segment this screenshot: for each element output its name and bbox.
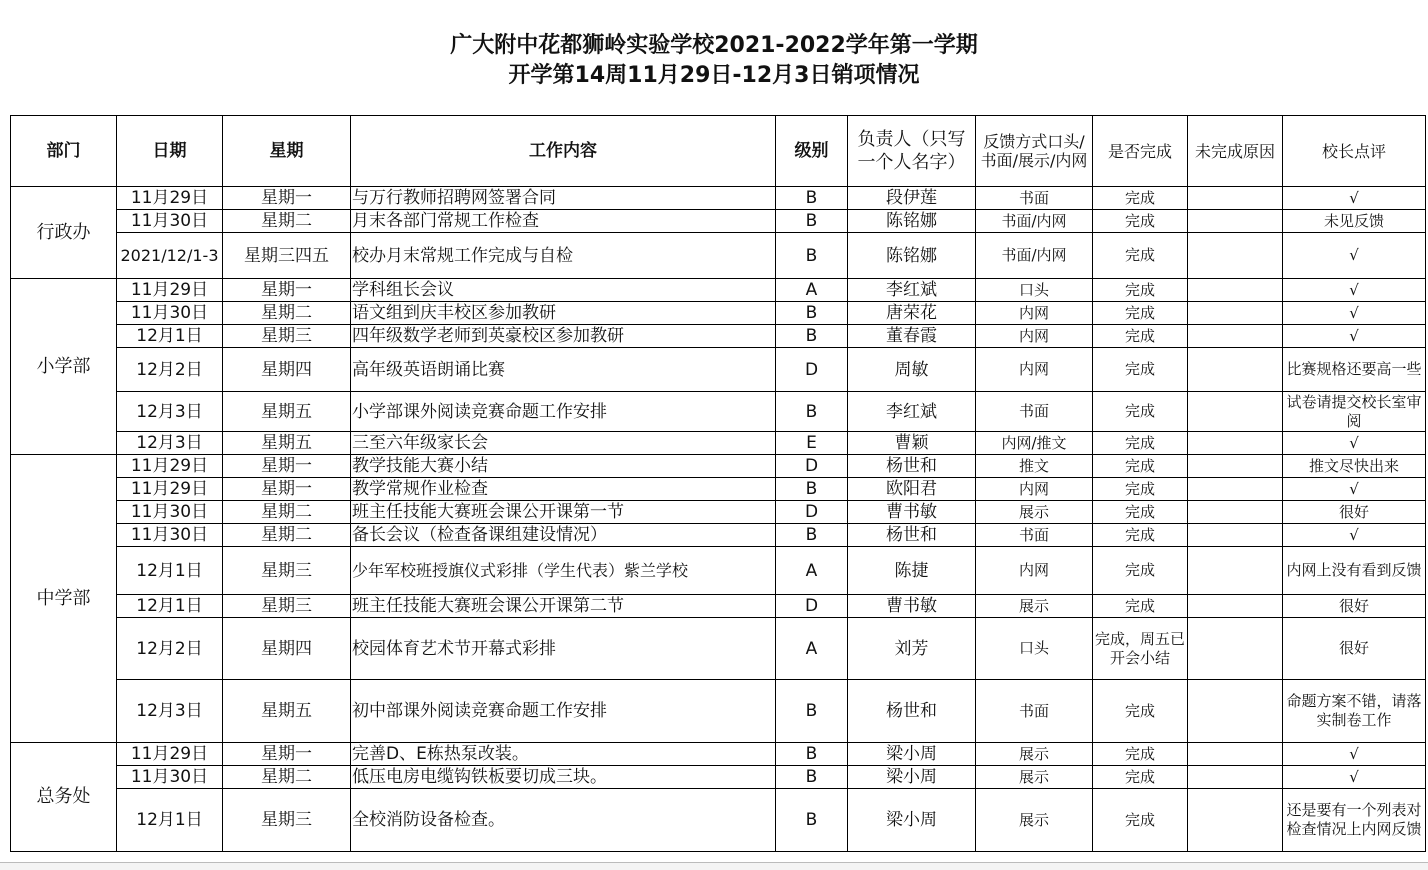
- level-cell: B: [776, 325, 848, 348]
- comment-cell: 很好: [1283, 595, 1426, 618]
- person-cell: 杨世和: [848, 680, 976, 743]
- reason-cell: [1188, 618, 1283, 680]
- reason-cell: [1188, 455, 1283, 478]
- reason-cell: [1188, 233, 1283, 279]
- done-cell: 完成: [1093, 478, 1188, 501]
- comment-cell: √: [1283, 524, 1426, 547]
- person-cell: 梁小周: [848, 743, 976, 766]
- weekday-cell: 星期一: [223, 187, 351, 210]
- level-cell: E: [776, 432, 848, 455]
- person-cell: 李红斌: [848, 392, 976, 432]
- date-cell: 12月1日: [117, 547, 223, 595]
- weekday-cell: 星期一: [223, 455, 351, 478]
- content-cell: 班主任技能大赛班会课公开课第一节: [351, 501, 776, 524]
- header-level: 级别: [776, 116, 848, 187]
- date-cell: 11月30日: [117, 501, 223, 524]
- level-cell: A: [776, 547, 848, 595]
- done-cell: 完成: [1093, 348, 1188, 392]
- table-row: [11, 766, 1426, 789]
- content-cell: 教学常规作业检查: [351, 478, 776, 501]
- table-row: [11, 501, 1426, 524]
- comment-cell: 很好: [1283, 501, 1426, 524]
- level-cell: A: [776, 279, 848, 302]
- header-comment: 校长点评: [1283, 116, 1426, 187]
- person-cell: 陈铭娜: [848, 210, 976, 233]
- level-cell: B: [776, 680, 848, 743]
- content-cell: 备长会议（检查备课组建设情况）: [351, 524, 776, 547]
- comment-cell: √: [1283, 432, 1426, 455]
- done-cell: 完成: [1093, 547, 1188, 595]
- done-cell: 完成: [1093, 743, 1188, 766]
- weekday-cell: 星期二: [223, 766, 351, 789]
- report-table: [10, 115, 1426, 852]
- weekday-cell: 星期二: [223, 524, 351, 547]
- feedback-cell: 书面/内网: [976, 233, 1093, 279]
- person-cell: 刘芳: [848, 618, 976, 680]
- reason-cell: [1188, 187, 1283, 210]
- header-feedback: 反馈方式口头/书面/展示/内网: [976, 116, 1093, 187]
- weekday-cell: 星期三: [223, 595, 351, 618]
- table-row: [11, 302, 1426, 325]
- weekday-cell: 星期三: [223, 325, 351, 348]
- table-row: [11, 279, 1426, 302]
- header-row: [11, 116, 1426, 187]
- content-cell: 完善D、E栋热泵改装。: [351, 743, 776, 766]
- feedback-cell: 书面: [976, 524, 1093, 547]
- feedback-cell: 展示: [976, 766, 1093, 789]
- done-cell: 完成: [1093, 233, 1188, 279]
- level-cell: B: [776, 766, 848, 789]
- feedback-cell: 推文: [976, 455, 1093, 478]
- comment-cell: 比赛规格还要高一些: [1283, 348, 1426, 392]
- table-row: [11, 187, 1426, 210]
- weekday-cell: 星期三: [223, 789, 351, 852]
- reason-cell: [1188, 348, 1283, 392]
- content-cell: 与万行教师招聘网签署合同: [351, 187, 776, 210]
- comment-cell: 未见反馈: [1283, 210, 1426, 233]
- person-cell: 杨世和: [848, 455, 976, 478]
- header-content: 工作内容: [351, 116, 776, 187]
- content-cell: 校园体育艺术节开幕式彩排: [351, 618, 776, 680]
- reason-cell: [1188, 524, 1283, 547]
- level-cell: B: [776, 524, 848, 547]
- done-cell: 完成，周五已开会小结: [1093, 618, 1188, 680]
- person-cell: 曹颖: [848, 432, 976, 455]
- comment-cell: √: [1283, 302, 1426, 325]
- done-cell: 完成: [1093, 595, 1188, 618]
- comment-cell: √: [1283, 233, 1426, 279]
- done-cell: 完成: [1093, 187, 1188, 210]
- weekday-cell: 星期二: [223, 501, 351, 524]
- date-cell: 11月29日: [117, 187, 223, 210]
- date-cell: 12月3日: [117, 680, 223, 743]
- comment-cell: 试卷请提交校长室审阅: [1283, 392, 1426, 432]
- done-cell: 完成: [1093, 325, 1188, 348]
- reason-cell: [1188, 595, 1283, 618]
- comment-cell: 很好: [1283, 618, 1426, 680]
- weekday-cell: 星期一: [223, 478, 351, 501]
- weekday-cell: 星期五: [223, 432, 351, 455]
- feedback-cell: 内网: [976, 348, 1093, 392]
- table-row: [11, 680, 1426, 743]
- done-cell: 完成: [1093, 766, 1188, 789]
- content-cell: 班主任技能大赛班会课公开课第二节: [351, 595, 776, 618]
- reason-cell: [1188, 547, 1283, 595]
- content-cell: 月末各部门常规工作检查: [351, 210, 776, 233]
- table-row: [11, 325, 1426, 348]
- person-cell: 梁小周: [848, 766, 976, 789]
- reason-cell: [1188, 325, 1283, 348]
- comment-cell: √: [1283, 187, 1426, 210]
- date-cell: 2021/12/1-3: [117, 233, 223, 279]
- reason-cell: [1188, 743, 1283, 766]
- header-reason: 未完成原因: [1188, 116, 1283, 187]
- table-row: [11, 789, 1426, 852]
- date-cell: 11月29日: [117, 743, 223, 766]
- table-row: [11, 595, 1426, 618]
- content-cell: 小学部课外阅读竞赛命题工作安排: [351, 392, 776, 432]
- table-row: [11, 618, 1426, 680]
- level-cell: B: [776, 187, 848, 210]
- weekday-cell: 星期二: [223, 302, 351, 325]
- feedback-cell: 展示: [976, 595, 1093, 618]
- header-dept: 部门: [11, 116, 117, 187]
- level-cell: D: [776, 595, 848, 618]
- content-cell: 低压电房电缆钩铁板要切成三块。: [351, 766, 776, 789]
- reason-cell: [1188, 432, 1283, 455]
- person-cell: 陈捷: [848, 547, 976, 595]
- page-subtitle: 开学第14周11月29日-12月3日销项情况: [508, 63, 920, 88]
- date-cell: 12月2日: [117, 618, 223, 680]
- reason-cell: [1188, 501, 1283, 524]
- done-cell: 完成: [1093, 524, 1188, 547]
- feedback-cell: 展示: [976, 501, 1093, 524]
- comment-cell: 内网上没有看到反馈: [1283, 547, 1426, 595]
- reason-cell: [1188, 279, 1283, 302]
- feedback-cell: 内网: [976, 302, 1093, 325]
- header-date: 日期: [117, 116, 223, 187]
- reason-cell: [1188, 789, 1283, 852]
- table-row: [11, 432, 1426, 455]
- done-cell: 完成: [1093, 432, 1188, 455]
- done-cell: 完成: [1093, 210, 1188, 233]
- done-cell: 完成: [1093, 279, 1188, 302]
- weekday-cell: 星期三四五: [223, 233, 351, 279]
- date-cell: 11月29日: [117, 279, 223, 302]
- table-row: [11, 348, 1426, 392]
- content-cell: 少年军校班授旗仪式彩排（学生代表）紫兰学校: [351, 547, 776, 595]
- date-cell: 11月30日: [117, 766, 223, 789]
- dept-cell-general: 总务处: [11, 743, 117, 852]
- level-cell: D: [776, 455, 848, 478]
- comment-cell: √: [1283, 766, 1426, 789]
- reason-cell: [1188, 478, 1283, 501]
- date-cell: 11月29日: [117, 455, 223, 478]
- date-cell: 12月1日: [117, 325, 223, 348]
- comment-cell: √: [1283, 279, 1426, 302]
- dept-cell-primary: 小学部: [11, 279, 117, 455]
- done-cell: 完成: [1093, 680, 1188, 743]
- feedback-cell: 内网: [976, 325, 1093, 348]
- date-cell: 12月3日: [117, 432, 223, 455]
- table-row: [11, 547, 1426, 595]
- content-cell: 全校消防设备检查。: [351, 789, 776, 852]
- done-cell: 完成: [1093, 789, 1188, 852]
- content-cell: 教学技能大赛小结: [351, 455, 776, 478]
- feedback-cell: 口头: [976, 618, 1093, 680]
- table-row: [11, 455, 1426, 478]
- date-cell: 11月30日: [117, 210, 223, 233]
- content-cell: 语文组到庆丰校区参加教研: [351, 302, 776, 325]
- date-cell: 11月29日: [117, 478, 223, 501]
- table-row: [11, 210, 1426, 233]
- feedback-cell: 口头: [976, 279, 1093, 302]
- done-cell: 完成: [1093, 392, 1188, 432]
- person-cell: 周敏: [848, 348, 976, 392]
- dept-cell-middle: 中学部: [11, 455, 117, 743]
- level-cell: B: [776, 789, 848, 852]
- person-cell: 欧阳君: [848, 478, 976, 501]
- page-title: 广大附中花都狮岭实验学校2021-2022学年第一学期: [450, 33, 978, 58]
- person-cell: 董春霞: [848, 325, 976, 348]
- person-cell: 陈铭娜: [848, 233, 976, 279]
- level-cell: D: [776, 501, 848, 524]
- reason-cell: [1188, 680, 1283, 743]
- comment-cell: √: [1283, 743, 1426, 766]
- comment-cell: 命题方案不错，请落实制卷工作: [1283, 680, 1426, 743]
- table-row: [11, 392, 1426, 432]
- table-row: [11, 524, 1426, 547]
- weekday-cell: 星期二: [223, 210, 351, 233]
- content-cell: 四年级数学老师到英豪校区参加教研: [351, 325, 776, 348]
- person-cell: 李红斌: [848, 279, 976, 302]
- feedback-cell: 展示: [976, 789, 1093, 852]
- feedback-cell: 展示: [976, 743, 1093, 766]
- weekday-cell: 星期四: [223, 348, 351, 392]
- header-person: 负责人（只写一个人名字）: [848, 116, 976, 187]
- date-cell: 12月2日: [117, 348, 223, 392]
- date-cell: 12月1日: [117, 595, 223, 618]
- content-cell: 初中部课外阅读竞赛命题工作安排: [351, 680, 776, 743]
- level-cell: B: [776, 478, 848, 501]
- person-cell: 梁小周: [848, 789, 976, 852]
- level-cell: D: [776, 348, 848, 392]
- level-cell: B: [776, 302, 848, 325]
- table-row: [11, 478, 1426, 501]
- feedback-cell: 书面: [976, 680, 1093, 743]
- content-cell: 高年级英语朗诵比赛: [351, 348, 776, 392]
- person-cell: 段伊莲: [848, 187, 976, 210]
- weekday-cell: 星期五: [223, 392, 351, 432]
- table-row: [11, 743, 1426, 766]
- weekday-cell: 星期一: [223, 279, 351, 302]
- table-row: [11, 233, 1426, 279]
- comment-cell: 还是要有一个列表对检查情况上内网反馈: [1283, 789, 1426, 852]
- weekday-cell: 星期五: [223, 680, 351, 743]
- date-cell: 11月30日: [117, 302, 223, 325]
- level-cell: B: [776, 233, 848, 279]
- weekday-cell: 星期一: [223, 743, 351, 766]
- feedback-cell: 书面: [976, 187, 1093, 210]
- level-cell: A: [776, 618, 848, 680]
- weekday-cell: 星期四: [223, 618, 351, 680]
- person-cell: 曹书敏: [848, 595, 976, 618]
- content-cell: 三至六年级家长会: [351, 432, 776, 455]
- reason-cell: [1188, 766, 1283, 789]
- feedback-cell: 内网/推文: [976, 432, 1093, 455]
- comment-cell: √: [1283, 478, 1426, 501]
- level-cell: B: [776, 392, 848, 432]
- done-cell: 完成: [1093, 302, 1188, 325]
- level-cell: B: [776, 743, 848, 766]
- date-cell: 12月1日: [117, 789, 223, 852]
- date-cell: 12月3日: [117, 392, 223, 432]
- person-cell: 曹书敏: [848, 501, 976, 524]
- dept-cell-admin: 行政办: [11, 187, 117, 279]
- feedback-cell: 内网: [976, 478, 1093, 501]
- reason-cell: [1188, 392, 1283, 432]
- weekday-cell: 星期三: [223, 547, 351, 595]
- comment-cell: √: [1283, 325, 1426, 348]
- person-cell: 唐荣花: [848, 302, 976, 325]
- done-cell: 完成: [1093, 455, 1188, 478]
- level-cell: B: [776, 210, 848, 233]
- done-cell: 完成: [1093, 501, 1188, 524]
- comment-cell: 推文尽快出来: [1283, 455, 1426, 478]
- reason-cell: [1188, 210, 1283, 233]
- header-weekday: 星期: [223, 116, 351, 187]
- content-cell: 学科组长会议: [351, 279, 776, 302]
- feedback-cell: 书面/内网: [976, 210, 1093, 233]
- feedback-cell: 内网: [976, 547, 1093, 595]
- date-cell: 11月30日: [117, 524, 223, 547]
- reason-cell: [1188, 302, 1283, 325]
- header-done: 是否完成: [1093, 116, 1188, 187]
- person-cell: 杨世和: [848, 524, 976, 547]
- content-cell: 校办月末常规工作完成与自检: [351, 233, 776, 279]
- feedback-cell: 书面: [976, 392, 1093, 432]
